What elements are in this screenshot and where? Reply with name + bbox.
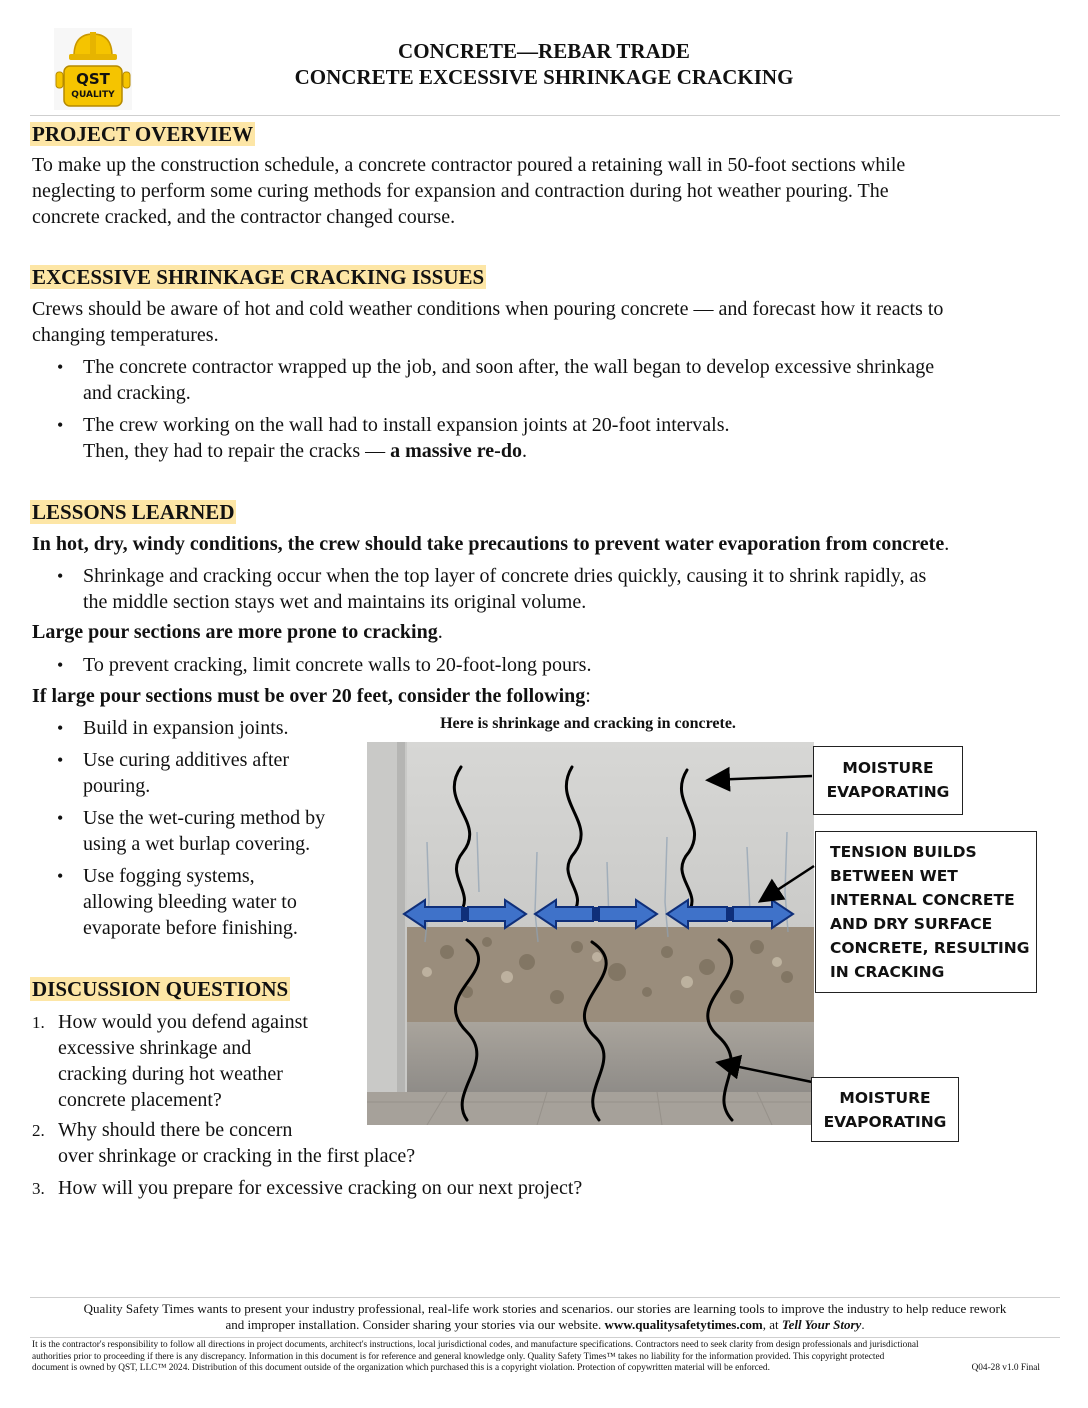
punctuation: . [944, 533, 950, 555]
callout-text: MOISTURE [839, 1089, 931, 1107]
tell-your-story-link[interactable]: Tell Your Story [781, 1317, 862, 1332]
callout-tension [815, 831, 1037, 993]
footer-line: Quality Safety Times wants to present your industry professional, real-life work stories and scenarios. our stories are learning tools to improve the industry to help reduce rework [83, 1301, 1007, 1316]
issues-intro-line: Crews should be aware of hot and cold weather conditions when pouring concrete — and forecast how it reacts to [32, 298, 944, 320]
question-line: cracking during hot weather [58, 1063, 283, 1085]
footer-line [30, 1317, 1060, 1333]
callout-moisture-top [813, 746, 963, 815]
list-item [32, 1117, 672, 1169]
question-number: 2. [32, 1121, 45, 1140]
legal-disclaimer [32, 1340, 1062, 1375]
list-item [32, 354, 1062, 406]
question-number: 1. [32, 1013, 45, 1032]
bullet-line: • Use fogging systems, [83, 865, 255, 887]
logo-text-qst: QST [76, 70, 110, 88]
footer-divider [30, 1297, 1060, 1298]
legal-line [32, 1363, 1062, 1375]
project-overview-text [32, 152, 1062, 230]
discussion-heading: DISCUSSION QUESTIONS [32, 977, 289, 1001]
bullet-line [83, 438, 1062, 464]
lessons-statement-3 [32, 683, 591, 709]
question-line: concrete placement? [58, 1089, 222, 1111]
overview-line: concrete cracked, and the contractor changed course. [32, 206, 456, 228]
footer-text: . [861, 1317, 865, 1332]
bullet-line: • Use the wet-curing method by [83, 807, 326, 829]
lessons-options-list [32, 715, 372, 941]
bullet-text: . [521, 440, 527, 462]
callout-text: EVAPORATING [826, 783, 950, 801]
legal-text: document is owned by QST, LLC™ 2024. Distribution of this document outside of the organization which purchased this is a copyright violation. Protection of copywritten material will be enforced. [32, 1363, 770, 1373]
list-item [32, 412, 1062, 464]
bullet-text: Then, they had to repair the cracks — [83, 440, 391, 462]
bullet-line: using a wet burlap covering. [83, 833, 311, 855]
list-item [32, 563, 1062, 615]
lessons-statement-text: In hot, dry, windy conditions, the crew should take precautions to prevent water evaporation from concrete [32, 533, 945, 555]
bullet-line: pouring. [83, 775, 151, 797]
page-title-trade: CONCRETE—REBAR TRADE [398, 39, 690, 63]
bullet-line: • Shrinkage and cracking occur when the top layer of concrete dries quickly, causing it to shrink rapidly, as [83, 565, 927, 587]
legal-line: It is the contractor's responsibility to follow all directions in project documents, architect's instructions, local jurisdictional codes, and manufacture specifications. Contractors need to seek clarity from design professionals and jurisdictional [32, 1340, 919, 1350]
issues-heading: EXCESSIVE SHRINKAGE CRACKING ISSUES [32, 265, 485, 289]
callout-text: MOISTURE [842, 759, 934, 777]
footer-divider [30, 1337, 1060, 1338]
document-id: Q04-28 v1.0 Final [971, 1363, 1040, 1373]
figure-caption: Here is shrinkage and cracking in concrete. [440, 715, 736, 732]
issues-intro [32, 296, 1062, 348]
issues-intro-line: changing temperatures. [32, 324, 219, 346]
question-number: 3. [32, 1179, 45, 1198]
issues-list [32, 354, 1062, 464]
callout-text: TENSION BUILDS [830, 843, 977, 861]
project-overview-heading: PROJECT OVERVIEW [32, 122, 254, 146]
list-item [32, 747, 372, 799]
question-line: How will you prepare for excessive cracking on our next project? [58, 1177, 583, 1199]
callout-text: IN CRACKING [830, 963, 945, 981]
bullet-line: • Use curing additives after [83, 749, 290, 771]
callout-text: CONCRETE, RESULTING [830, 939, 1030, 957]
question-line: over shrinkage or cracking in the first place? [58, 1145, 416, 1167]
lessons-statement-text: If large pour sections must be over 20 feet, consider the following [32, 685, 586, 707]
bullet-line: allowing bleeding water to [83, 891, 297, 913]
list-item [32, 1175, 672, 1201]
overview-line: To make up the construction schedule, a concrete contractor poured a retaining wall in 50-foot sections while [32, 154, 906, 176]
bullet-line: • Build in expansion joints. [83, 717, 289, 739]
question-line: excessive shrinkage and [58, 1037, 252, 1059]
question-line: How would you defend against [58, 1011, 308, 1033]
list-item [32, 863, 372, 941]
punctuation: . [437, 621, 443, 643]
callout-moisture-bottom [811, 1077, 959, 1142]
page-title-topic: CONCRETE EXCESSIVE SHRINKAGE CRACKING [294, 65, 794, 89]
footer-message [30, 1301, 1060, 1333]
list-item [32, 715, 372, 741]
list-item [32, 805, 372, 857]
discussion-list [32, 1009, 672, 1201]
callout-text: EVAPORATING [823, 1113, 947, 1131]
overview-line: neglecting to perform some curing methods for expansion and contraction during hot weather pouring. The [32, 180, 889, 202]
callout-text: INTERNAL CONCRETE [830, 891, 1015, 909]
callout-text: AND DRY SURFACE [830, 915, 993, 933]
bullet-line: • The crew working on the wall had to install expansion joints at 20-foot intervals. [83, 414, 730, 436]
legal-line: authorities prior to proceeding if there is any discrepancy. Information in this document is for reference and general knowledge only. Quality Safety Times™ takes no liability for the information provided. This copyright protected [32, 1351, 885, 1362]
website-link[interactable]: www.qualitysafetytimes.com [604, 1317, 763, 1332]
lessons-list-2 [32, 652, 1062, 678]
question-line: Why should there be concern [58, 1119, 293, 1141]
list-item: • To prevent cracking, limit concrete walls to 20-foot-long pours. [32, 652, 1062, 678]
bullet-line: and cracking. [83, 382, 191, 404]
bullet-line: • The concrete contractor wrapped up the job, and soon after, the wall began to develop excessive shrinkage [83, 356, 935, 378]
header-divider [30, 115, 1060, 116]
punctuation: : [585, 685, 591, 707]
callout-text: BETWEEN WET [830, 867, 958, 885]
lessons-statement-2 [32, 619, 443, 645]
lessons-statement-text: Large pour sections are more prone to cracking [32, 621, 438, 643]
bullet-line: evaporate before finishing. [83, 917, 298, 939]
footer-text: and improper installation. Consider sharing your stories via our website. [225, 1317, 605, 1332]
lessons-statement-1 [32, 531, 1072, 557]
lessons-list-1 [32, 563, 1062, 615]
logo-text-quality: QUALITY [71, 90, 115, 100]
bullet-emphasis: a massive re-do [390, 440, 522, 462]
bullet-line: the middle section stays wet and maintains its original volume. [83, 591, 587, 613]
footer-text: , at [762, 1317, 782, 1332]
list-item [32, 1009, 672, 1113]
lessons-heading: LESSONS LEARNED [32, 500, 235, 524]
